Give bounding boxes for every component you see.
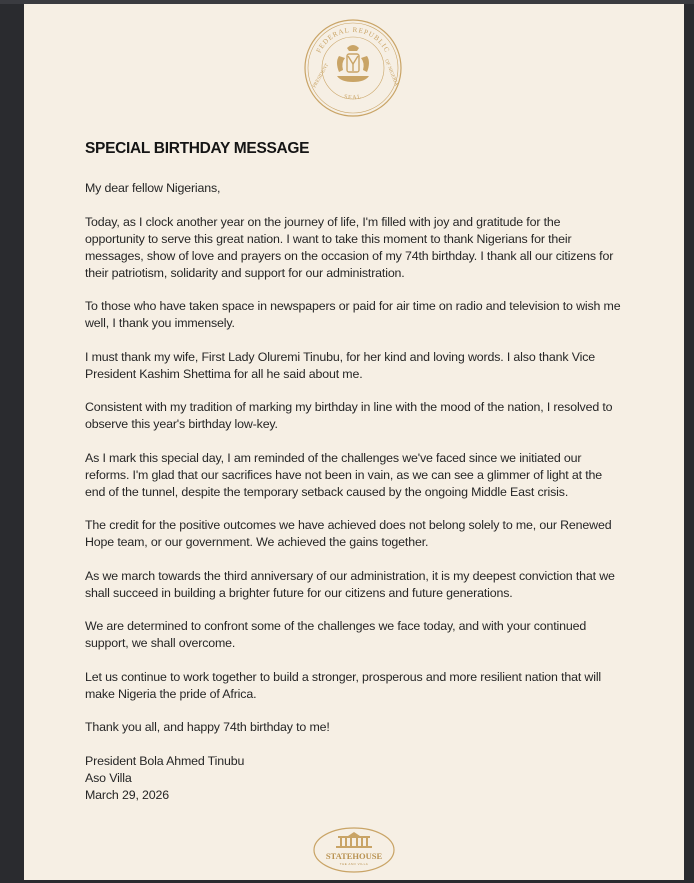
signature-place: Aso Villa bbox=[85, 770, 132, 785]
paragraph-7: As we march towards the third anniversary of our administration, it is my deepest conviction that we shall succeed in building a brighter future for our citizens and future generations. bbox=[85, 568, 615, 600]
paragraph-6: The credit for the positive outcomes we have achieved does not belong solely to me, our Renewed Hope team, or our government. We achieved the gains together. bbox=[85, 518, 612, 549]
seal-left-text: PRESIDENT bbox=[312, 63, 331, 89]
paragraph-3: I must thank my wife, First Lady Oluremi Tinubu, for her kind and loving words. I also thank Vice President Kashim Shettima for all he said about me. bbox=[85, 349, 595, 381]
closing-line: Thank you all, and happy 74th birthday to me! bbox=[85, 720, 330, 734]
paragraph-9: Let us continue to work together to build a stronger, prosperous and more resilient nation that will make Nigeria the pride of Africa. bbox=[85, 669, 602, 701]
signature-date: March 29, 2026 bbox=[85, 787, 169, 802]
paragraph-1: Today, as I clock another year on the journey of life, I'm filled with joy and gratitude for the opportunity to serve this great nation. I want to take this moment to thank Nigerians for their messages, show of love and prayers on the occasion of my 74th birthday. I thank all our citizens for their patriotism, solidarity and support for our administration. bbox=[85, 214, 614, 280]
paragraph-2: To those who have taken space in newspapers or paid for air time on radio and television to wish me well, I thank you immensely. bbox=[85, 299, 621, 330]
presidential-seal-icon bbox=[303, 18, 403, 118]
paragraph-4: Consistent with my tradition of marking my birthday in line with the mood of the nation, I resolved to observe this year's birthday low-key. bbox=[85, 400, 613, 431]
statehouse-logo-icon bbox=[312, 826, 396, 874]
salutation: My dear fellow Nigerians, bbox=[85, 181, 221, 195]
logo-subtext: THE ASO VILLA bbox=[339, 862, 369, 866]
letter-page bbox=[24, 4, 684, 880]
signature-block bbox=[85, 753, 623, 804]
letter-title: SPECIAL BIRTHDAY MESSAGE bbox=[85, 140, 310, 157]
paragraph-8: We are determined to confront some of the challenges we face today, and with your continued support, we shall overcome. bbox=[85, 619, 587, 650]
seal-right-text: OF NIGERIA bbox=[383, 58, 399, 87]
seal-top-text: FEDERAL REPUBLIC bbox=[314, 25, 392, 55]
paragraph-5: As I mark this special day, I am reminded of the challenges we've faced since we initiated our reforms. I'm glad that our sacrifices have not been in vain, as we can see a glimmer of light at the end of the tunnel, despite the temporary setback caused by the ongoing Middle East crisis. bbox=[85, 450, 602, 499]
svg-text:SEAL bbox=[343, 94, 363, 101]
letter-body bbox=[85, 140, 623, 804]
logo-text: STATEHOUSE bbox=[325, 851, 383, 861]
seal-bottom-text: SEAL bbox=[343, 93, 363, 102]
signature-name: President Bola Ahmed Tinubu bbox=[85, 753, 245, 768]
